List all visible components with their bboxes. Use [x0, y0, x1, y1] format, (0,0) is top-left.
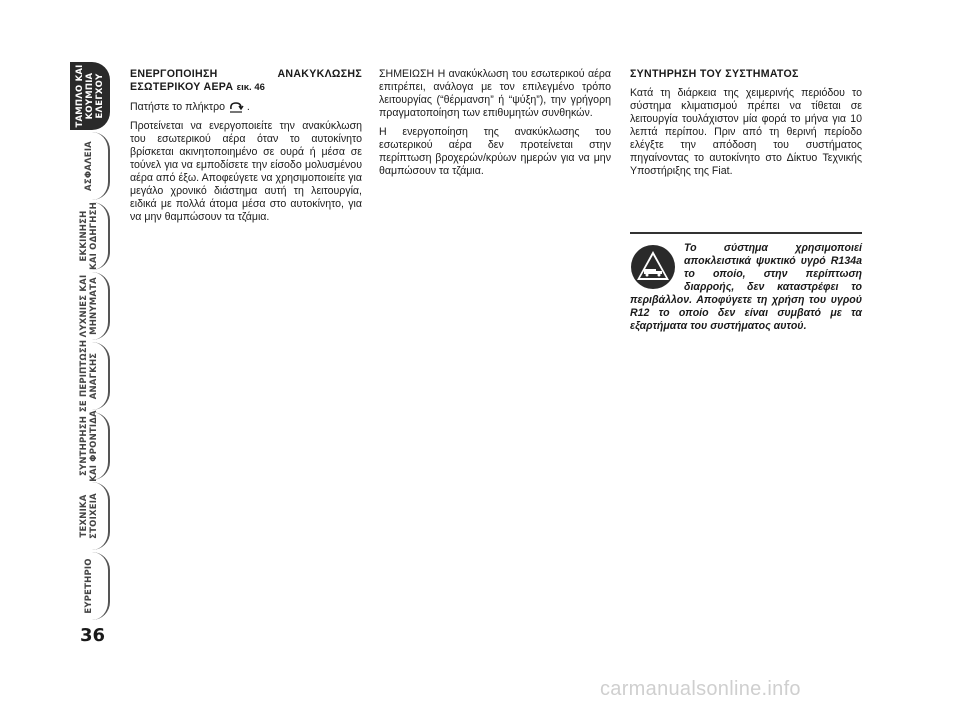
- tab-label: ΣΥΝΤΗΡΗΣΗ ΚΑΙ ΦΡΟΝΤΙΔΑ: [79, 410, 99, 482]
- warning-content: [630, 242, 862, 333]
- tab-label: ΛΥΧΝΙΕΣ ΚΑΙ ΜΗΝΥΜΑΤΑ: [79, 274, 99, 338]
- heading-text: ΕΝΕΡΓΟΠΟΙΗΣΗ ΑΝΑΚΥΚΛΩΣΗΣ ΕΣΩΤΕΡΙΚΟΥ ΑΕΡΑ: [130, 68, 362, 93]
- tab-label: ΕΚΚΙΝΗΣΗ ΚΑΙ ΟΔΗΓΗΣΗ: [79, 202, 99, 270]
- maintenance-paragraph: Κατά τη διάρκεια της χειμερινής περιόδου το σύστημα κλιματισμού πρέπει να τίθεται σε λειτουργία τουλάχιστον μία φορά το μήνα για 10 λεπτά περίπου. Πριν από τη θερινή περίοδο ελέγξτε την απόδοση του συστήματος πηγαίνοντας το αυτοκίνητο στο Δίκτυο Τεχνικής Υποστήριξης της Fiat.: [630, 87, 862, 177]
- section-heading: [130, 68, 362, 94]
- page-number: 36: [80, 625, 106, 646]
- note-paragraph: ΣΗΜΕΙΩΣΗ Η ανακύκλωση του εσωτερικού αέρα επιτρέπει, ανάλογα με τον επιλεγμένο τρόπο λειτουργίας (“θέρμανση” ή “ψύξη”), την γρήγορη πραγματοποίηση των επιθυμητών συνθηκών.: [379, 68, 611, 119]
- divider: [630, 232, 862, 234]
- tab-lights-messages[interactable]: [70, 272, 110, 340]
- watermark: carmanualsonline.info: [600, 678, 801, 700]
- tab-starting-driving[interactable]: [70, 202, 110, 270]
- press-instruction: [130, 100, 362, 114]
- tab-maintenance-care[interactable]: [70, 412, 110, 480]
- tab-label: ΤΕΧΝΙΚΑ ΣΤΟΙΧΕΙΑ: [79, 493, 99, 539]
- instruction-text: Πατήστε το πλήκτρο: [130, 100, 226, 113]
- column-note: [379, 68, 611, 184]
- tab-label: ΕΥΡΕΤΗΡΙΟ: [84, 558, 94, 614]
- column-maintenance: [630, 68, 862, 184]
- environment-warning-icon: [630, 244, 676, 290]
- tab-label: ΣΕ ΠΕΡΙΠΤΩΣΗ ΑΝΑΓΚΗΣ: [79, 339, 99, 413]
- section-heading: ΣΥΝΤΗΡΗΣΗ ΤΟΥ ΣΥΣΤΗΜΑΤΟΣ: [630, 68, 799, 80]
- tab-index[interactable]: [70, 552, 110, 620]
- recirculation-paragraph: Προτείνεται να ενεργοποιείτε την ανακύκλωση του εσωτερικού αέρα όταν το αυτοκίνητο βρίσκεται ακινητοποιημένο σε ουρά ή μέσα σε τούνελ για να εμποδίσετε την είσοδο μολυσμένου αέρα από έξω. Αποφεύγετε να χρησιμοποιείτε για μεγάλο χρονικό διάστημα αυτή τη λειτουργία, ειδικά με πολλά άτομα μέσα στο αυτοκίνητο, για να μην θαμπώσουν τα τζάμια.: [130, 120, 362, 223]
- instruction-end: .: [246, 100, 250, 113]
- recommendation-paragraph: Η ενεργοποίηση της ανακύκλωσης του εσωτερικού αέρα δεν προτείνεται στην περίπτωση βροχερών/κρύων ημερών για να μην θαμπώσουν τα τζάμια.: [379, 126, 611, 177]
- tab-safety[interactable]: [70, 132, 110, 200]
- column-recirculation: [130, 68, 362, 230]
- tab-emergency[interactable]: [70, 339, 110, 413]
- warning-text: Το σύστημα χρησιμοποιεί αποκλειστικά ψυκτικό υγρό R134a το οποίο, στην περίπτωση διαρροής, δεν καταστρέφει το περιβάλλον. Αποφύγετε τη χρήση του υγρού R12 το οποίο δεν είναι συμβατό με τα εξαρτήματα του συστήματος αυτού.: [630, 242, 862, 332]
- tab-label: ΤΑΜΠΛΟ ΚΑΙ ΚΟΥΜΠΙΑ ΕΛΕΓΧΟΥ: [75, 64, 105, 128]
- tab-label: ΑΣΦΑΛΕΙΑ: [84, 141, 94, 191]
- figure-reference: εικ. 46: [236, 82, 265, 93]
- tab-dashboard-controls[interactable]: [70, 62, 110, 130]
- environment-warning-box: [630, 232, 862, 333]
- tab-technical-data[interactable]: [70, 482, 110, 550]
- recirculation-icon: [228, 100, 244, 114]
